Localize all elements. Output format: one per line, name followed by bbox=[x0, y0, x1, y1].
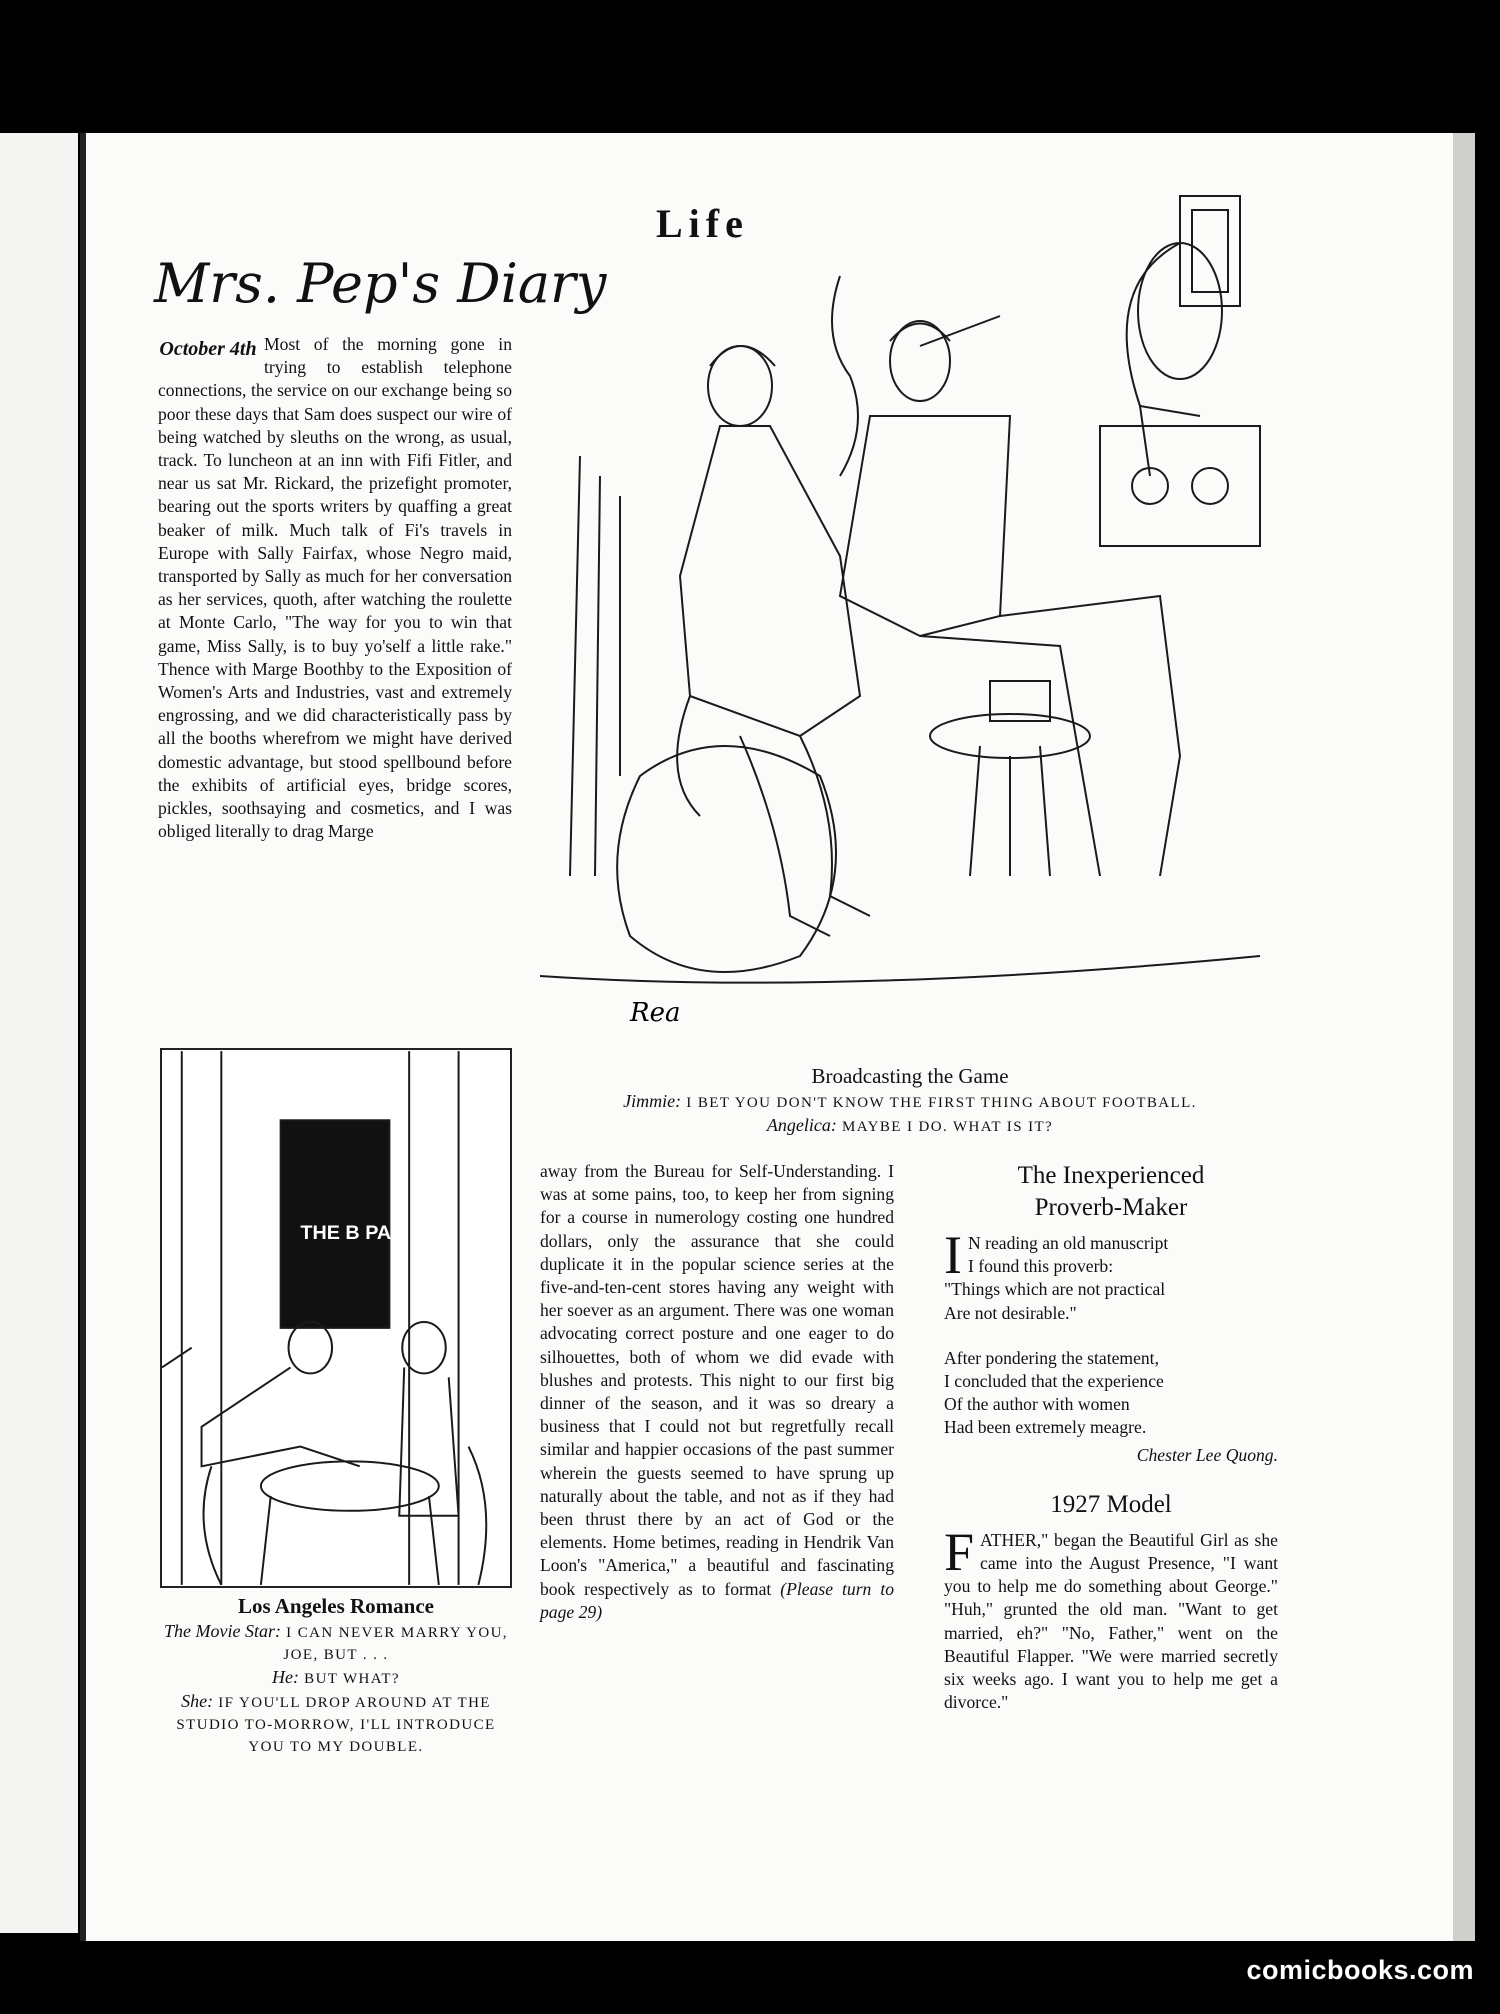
proverb-title-line-2: Proverb-Maker bbox=[1034, 1194, 1188, 1221]
speaker-movie-star: The Movie Star: bbox=[164, 1621, 282, 1641]
caption-line-1 bbox=[540, 1090, 1280, 1114]
watermark: comicbooks.com bbox=[1246, 1955, 1474, 1985]
model-body bbox=[944, 1521, 1278, 1715]
verse-line: Are not desirable." bbox=[944, 1302, 1077, 1323]
he-line: BUT WHAT? bbox=[304, 1671, 400, 1687]
continued-link[interactable]: (Please turn to page 29) bbox=[540, 1578, 895, 1622]
verse-line: I concluded that the experience bbox=[944, 1371, 1164, 1392]
jimmie-line: I BET YOU DON'T KNOW THE FIRST THING ABOUT FOOTBALL. bbox=[686, 1095, 1197, 1111]
broadcasting-illustration bbox=[540, 176, 1280, 1056]
diary-column-1 bbox=[158, 333, 512, 843]
right-column bbox=[944, 1160, 1278, 1714]
masthead: Life bbox=[656, 201, 749, 246]
proverb-title bbox=[944, 1160, 1278, 1224]
diary-title: Mrs. Pep's Diary bbox=[154, 252, 607, 315]
broadcasting-title: Broadcasting the Game bbox=[811, 1064, 1009, 1088]
diary-text-2: away from the Bureau for Self-Understanding. I was at some pains, too, to keep her from signing for a course in numerology costing one hundred dollars, only the assurance that she could duplicate it in the popular science series at the five-and-ten-cent stores having any weight with her soever as an argument. There was one woman advocating correct posture and one eager to do silhouettes, both of whom we did evade with blushes and protests. This night to our first big dinner of the season, and it was so dreary a business that I could not but regretfully recall similar and happier occasions of the past summer wherein the guests seemed to have sprung up naturally about the table, and not as if they had been thrust there by an act of God or the elements. Home betimes, reading in Hendrik Van Loon's "America," a beautiful and fascinating book respectively as to format bbox=[540, 1161, 894, 1599]
proverb-dropcap: I bbox=[944, 1225, 962, 1285]
angelica-line: MAYBE I DO. WHAT IS IT? bbox=[842, 1119, 1054, 1135]
verse-line: N reading an old manuscript bbox=[967, 1233, 1169, 1253]
diary-text-1: Most of the morning gone in trying to establish telephone connections, the service on our exchange being so poor these days that Sam does suspect our wire of being watched by sleuths on the wrong, as usual, track. To luncheon at an inn with Fifi Fitler, and near us sat Mr. Rickard, the prizefight promoter, bearing out the sports writers by quaffing a great beaker of milk. Much talk of Fi's travels in Europe with Sally Fairfax, whose Negro maid, transported by Sally as much for her conversation as her services, quoth, after watching the roulette at Monte Carlo, "The way for you to win that game, Miss Sally, is to buy yo'self a little rake." Thence with Marge Boothby to the Exposition of Women's Arts and Industries, vast and extremely engrossing, and we did characteristically pass by all the booths wherefrom we might have derived domestic advantage, but stood spellbound before the exhibits of artificial eyes, bridge scores, pickles, soothsaying and cosmetics, and I was obliged literally to drag Marge bbox=[158, 334, 512, 842]
los-angeles-illustration bbox=[160, 1048, 512, 1588]
small-caption-line-3 bbox=[158, 1690, 514, 1758]
diary-date: October 4th bbox=[159, 338, 257, 360]
speaker-he: He: bbox=[272, 1667, 300, 1687]
speaker-angelica: Angelica: bbox=[766, 1115, 837, 1135]
she-line: IF YOU'LL DROP AROUND AT THE STUDIO TO-MORROW, I'LL INTRODUCE YOU TO MY DOUBLE. bbox=[176, 1695, 496, 1755]
verse-line: Of the author with women bbox=[944, 1394, 1130, 1415]
speaker-she: She: bbox=[181, 1691, 214, 1711]
movie-star-line: I CAN NEVER MARRY YOU, JOE, BUT . . . bbox=[283, 1625, 508, 1663]
model-dropcap: F bbox=[944, 1521, 975, 1582]
verse-line: "Things which are not practical bbox=[944, 1279, 1166, 1300]
artist-signature: Rea bbox=[630, 998, 681, 1028]
verse-line: I found this proverb: bbox=[967, 1256, 1114, 1277]
proverb-stanza-2 bbox=[944, 1347, 1278, 1440]
proverb-stanza-1 bbox=[944, 1225, 1278, 1325]
sign-text: THE B PAR bbox=[300, 1221, 406, 1244]
broadcasting-caption bbox=[540, 1062, 1280, 1138]
diary-column-2 bbox=[540, 1160, 894, 1624]
proverb-author: Chester Lee Quong. bbox=[1136, 1444, 1278, 1465]
los-angeles-caption bbox=[158, 1592, 514, 1758]
verse-line: After pondering the statement, bbox=[944, 1347, 1159, 1368]
small-caption-line-2 bbox=[158, 1666, 514, 1690]
page-stack-edge bbox=[1453, 133, 1475, 1941]
proverb-title-line-1: The Inexperienced bbox=[1017, 1162, 1205, 1189]
los-angeles-title: Los Angeles Romance bbox=[238, 1594, 434, 1618]
verse-line: Had been extremely meagre. bbox=[944, 1417, 1147, 1438]
model-title: 1927 Model bbox=[1050, 1490, 1172, 1518]
facing-page-edge bbox=[0, 133, 78, 1933]
caption-line-2 bbox=[540, 1114, 1280, 1138]
small-caption-line-1 bbox=[158, 1620, 514, 1666]
speaker-jimmie: Jimmie: bbox=[623, 1091, 682, 1111]
model-text: ATHER," began the Beautiful Girl as she came into the August Presence, "I want you to help me do something about George." "Huh," grunted the old man. "Want to get married, eh?" "No, Father," went on the Beautiful Flapper. "We were married secretly six weeks ago. I want you to help me get a divorce." bbox=[944, 1529, 1278, 1713]
